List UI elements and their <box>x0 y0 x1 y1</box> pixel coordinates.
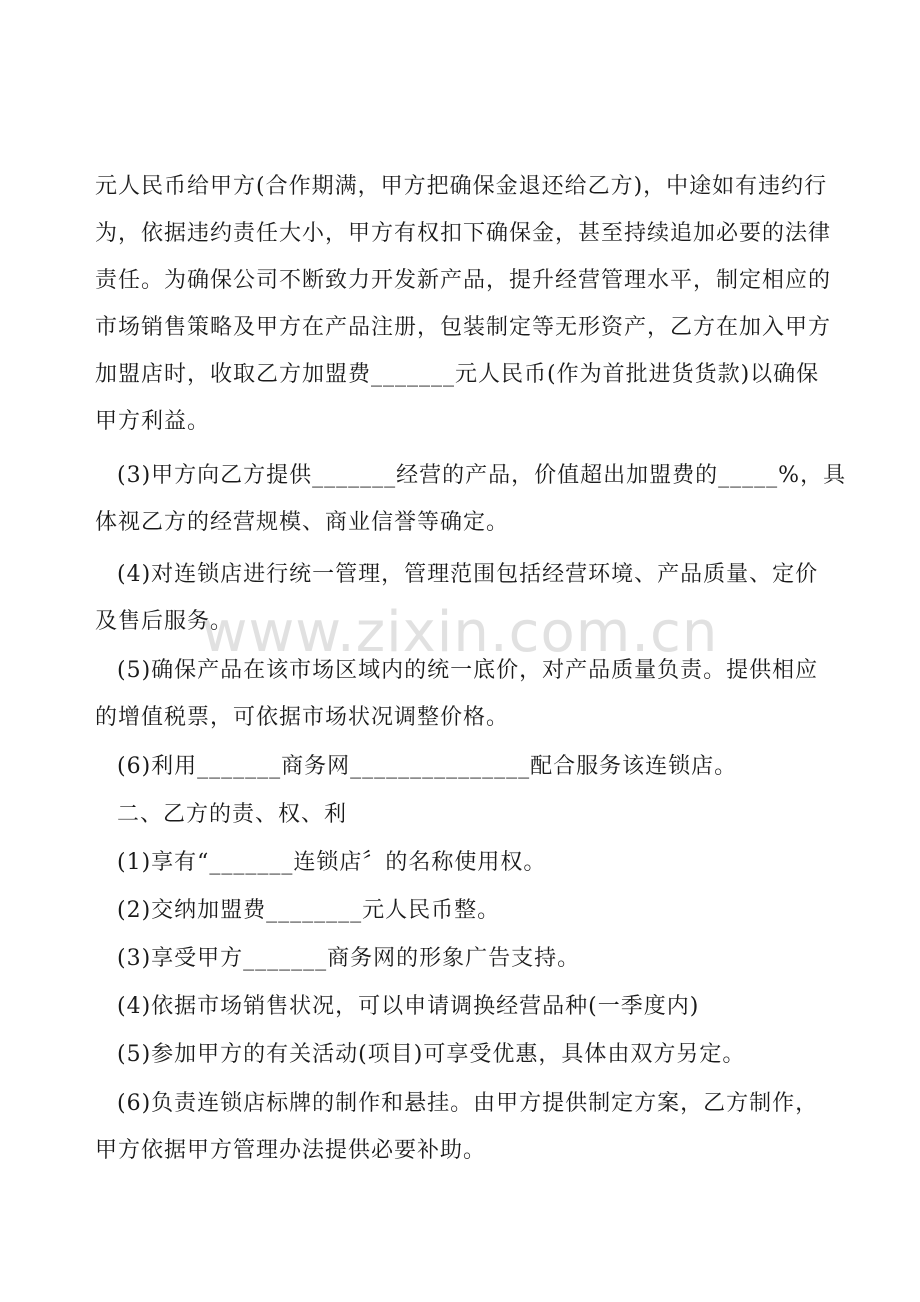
paragraph-line: 为，依据违约责任大小，甲方有权扣下确保金，甚至持续追加必要的法律 <box>95 221 832 246</box>
paragraph-line: (5)参加甲方的有关活动(项目)可享受优惠，具体由双方另定。 <box>117 1042 746 1067</box>
paragraph-line: 的增值税票，可依据市场状况调整价格。 <box>95 705 510 730</box>
paragraph-line: 加盟店时，收取乙方加盟费_______元人民币(作为首批进货货款)以确保 <box>95 362 820 387</box>
paragraph-line: 甲方利益。 <box>95 409 211 434</box>
paragraph-line: (3)享受甲方_______商务网的形象广告支持。 <box>117 946 581 971</box>
paragraph-line: (4)依据市场销售状况，可以申请调换经营品种(一季度内) <box>117 994 700 1019</box>
paragraph-line: (6)负责连锁店标牌的制作和悬挂。由甲方提供制定方案，乙方制作， <box>117 1091 819 1116</box>
paragraph-line: (4)对连锁店进行统一管理，管理范围包括经营环境、产品质量、定价 <box>117 562 819 587</box>
paragraph-line: (6)利用_______商务网_______________配合服务该连锁店。 <box>117 754 738 779</box>
paragraph-line: 甲方依据甲方管理办法提供必要补助。 <box>95 1138 487 1163</box>
paragraph-line: (5)确保产品在该市场区域内的统一底价，对产品质量负责。提供相应 <box>117 658 819 683</box>
paragraph-line: 责任。为确保公司不断致力开发新产品，提升经营管理水平，制定相应的 <box>95 268 832 293</box>
paragraph-line: (3)甲方向乙方提供_______经营的产品，价值超出加盟费的_____%，具 <box>117 463 847 488</box>
paragraph-line: 市场销售策略及甲方在产品注册，包装制定等无形资产，乙方在加入甲方 <box>95 315 832 340</box>
section-heading: 二、乙方的责、权、利 <box>117 802 348 827</box>
watermark: www.zixin.com.cn <box>201 600 719 665</box>
paragraph-line: 体视乙方的经营规模、商业信誉等确定。 <box>95 510 510 535</box>
paragraph-line: 元人民币给甲方(合作期满，甲方把确保金退还给乙方)，中途如有违约行 <box>95 174 828 199</box>
paragraph-line: 及售后服务。 <box>95 609 234 634</box>
paragraph-line: (1)享有“_______连锁店〞的名称使用权。 <box>117 850 547 875</box>
paragraph-line: (2)交纳加盟费________元人民币整。 <box>117 898 501 923</box>
